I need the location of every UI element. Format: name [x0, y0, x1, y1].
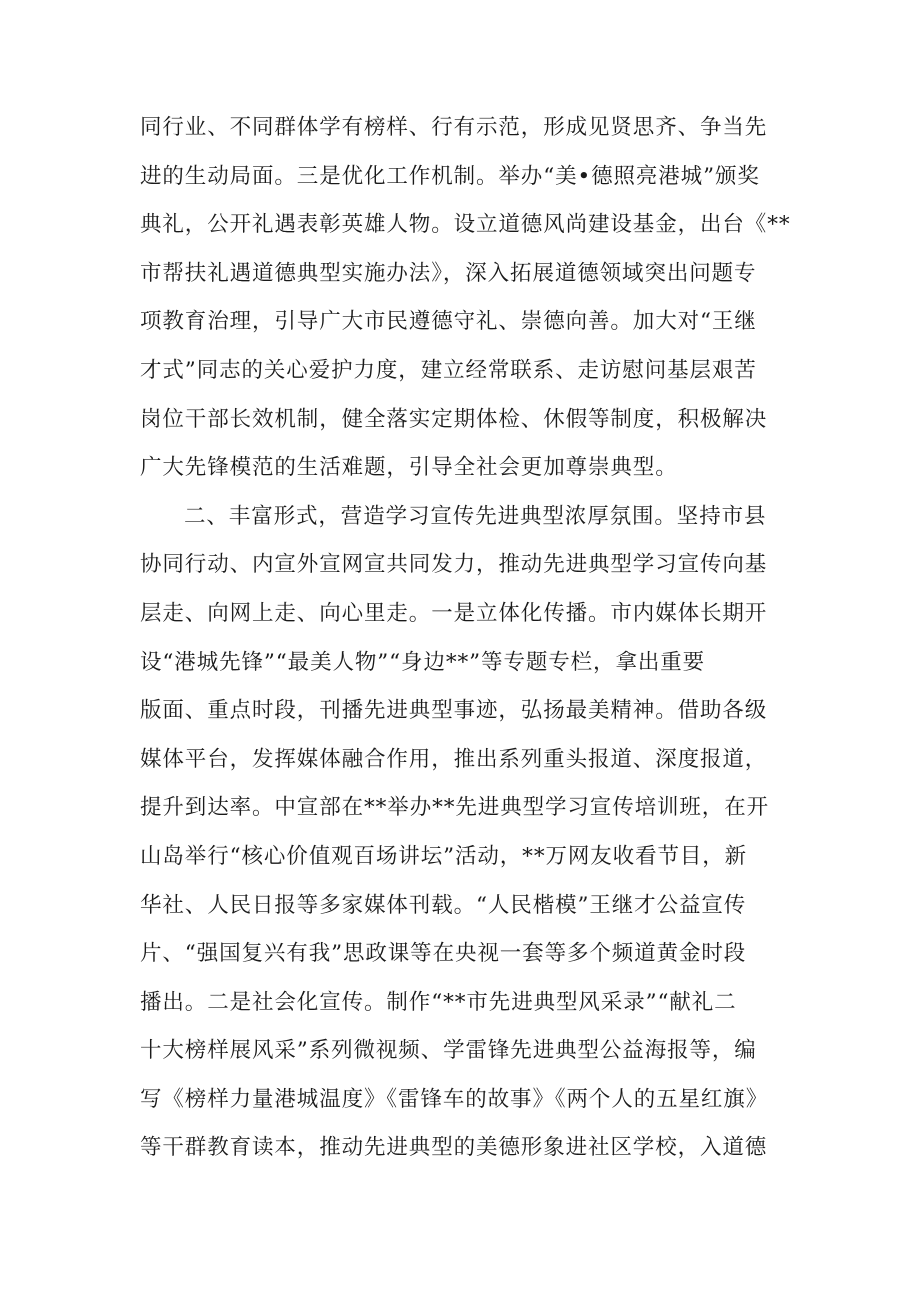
text-line: 同行业、不同群体学有榜样、行有示范，形成见贤思齐、争当先 [140, 115, 768, 140]
text-line: 设“港城先锋”“最美人物”“身边**”等专题专栏，拿出重要 [140, 649, 706, 675]
text-line: 进的生动局面。三是优化工作机制。举办“美•德照亮港城”颁奖 [140, 163, 760, 189]
text-line: 项教育治理，引导广大市民遵德守礼、崇德向善。加大对“王继 [140, 309, 757, 335]
body-text [140, 104, 800, 1173]
text-line: 广大先锋模范的生活难题，引导全社会更加尊崇典型。 [140, 455, 678, 481]
text-line: 片、“强国复兴有我”思政课等在央视一套等多个频道黄金时段 [140, 941, 747, 967]
text-line: 版面、重点时段，刊播先进典型事迹，弘扬最美精神。借助各级 [140, 698, 768, 724]
text-line: 协同行动、内宣外宣网宣共同发力，推动先进典型学习宣传向基 [140, 552, 768, 578]
section-heading-line: 二、丰富形式，营造学习宣传先进典型浓厚氛围。坚持市县 [184, 503, 767, 529]
text-line: 典礼，公开礼遇表彰英雄人物。设立道德风尚建设基金，出台《** [140, 212, 791, 238]
text-line: 等干群教育读本，推动先进典型的美德形象进社区学校，入道德 [140, 1135, 768, 1161]
text-line: 才式”同志的关心爱护力度，建立经常联系、走访慰问基层艰苦 [140, 357, 757, 383]
text-line: 市帮扶礼遇道德典型实施办法》，深入拓展道德领域突出问题专 [140, 260, 757, 286]
text-line: 提升到达率。中宣部在**举办**先进典型学习宣传培训班，在开 [140, 795, 770, 821]
text-line: 岗位干部长效机制，健全落实定期体检、休假等制度，积极解决 [140, 406, 768, 432]
text-line: 播出。二是社会化宣传。制作“**市先进典型风采录”“献礼二 [140, 989, 737, 1015]
text-line: 层走、向网上走、向心里走。一是立体化传播。市内媒体长期开 [140, 600, 768, 626]
text-line: 十大榜样展风采”系列微视频、学雷锋先进典型公益海报等，编 [140, 1038, 757, 1064]
text-line: 写《榜样力量港城温度》《雷锋车的故事》《两个人的五星红旗》 [140, 1086, 769, 1112]
text-line: 华社、人民日报等多家媒体刊载。“人民楷模”王继才公益宣传 [140, 892, 747, 918]
text-line: 媒体平台，发挥媒体融合作用，推出系列重头报道、深度报道， [140, 746, 768, 772]
text-line: 山岛举行“核心价值观百场讲坛”活动，**万网友收看节目，新 [140, 843, 748, 869]
